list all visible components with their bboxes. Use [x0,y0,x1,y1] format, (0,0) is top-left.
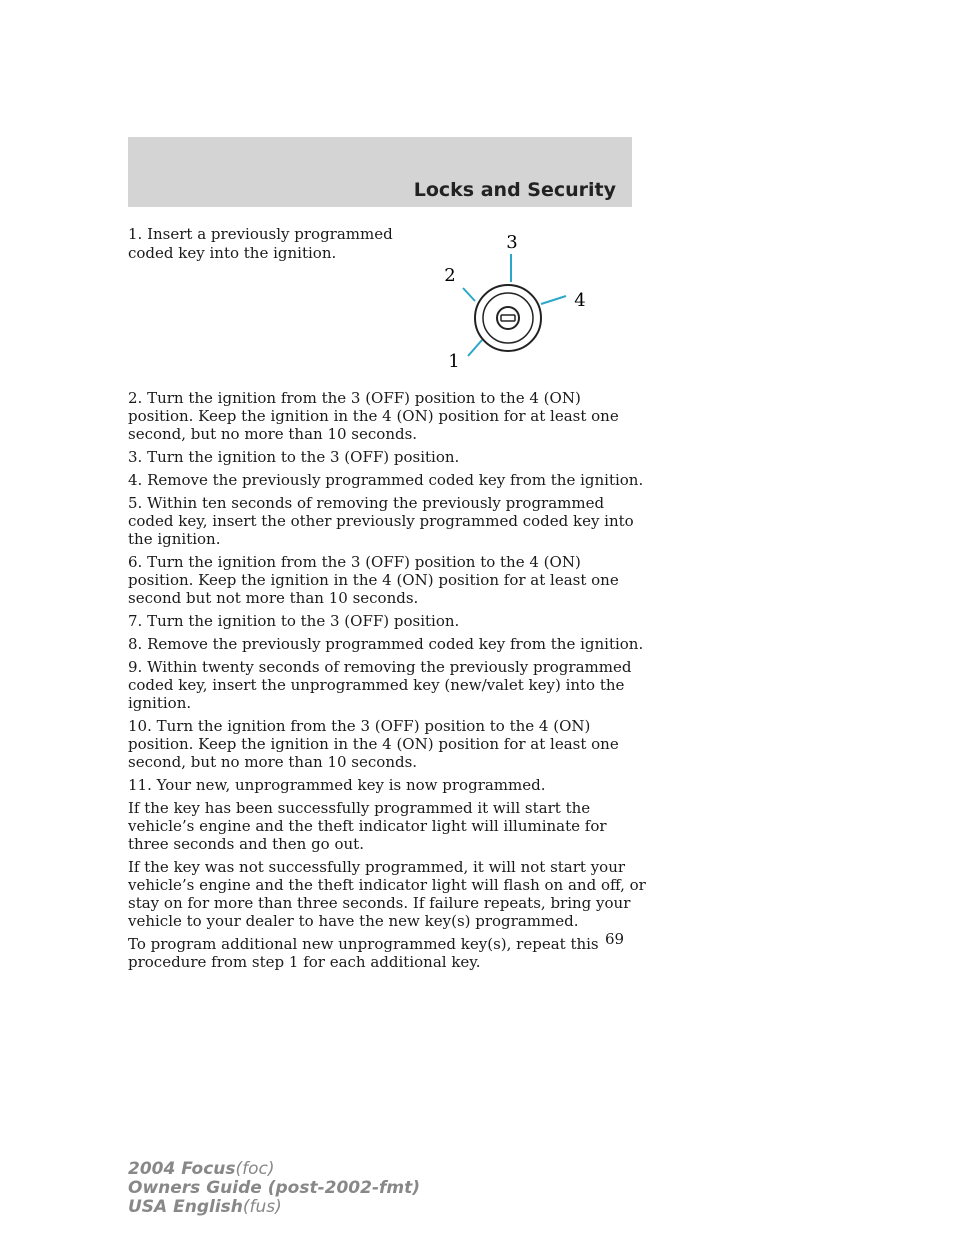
page-number: 69 [605,930,625,948]
position-3-label: 3 [506,232,518,253]
section-title: Locks and Security [413,179,616,201]
footer-model-code: (foc) [235,1159,275,1179]
step-8-text: 8. Remove the previously programmed coded key from the ignition. [128,635,644,653]
position-2-label: 2 [444,265,456,286]
footer-language-code: (fus) [242,1197,282,1217]
step-3-text: 3. Turn the ignition to the 3 (OFF) position. [128,448,460,466]
step-4-text: 4. Remove the previously programmed coded key from the ignition. [128,471,644,489]
footer-guide: Owners Guide (post-2002-fmt) [128,1178,421,1198]
ignition-positions-diagram [428,224,608,374]
failure-paragraph: If the key was not successfully programmed, it will not start your vehicle’s engine and the theft indicator light will flash on and off, or stay on for more than three seconds. If failure repeats, bring your vehicle to your dealer to have the new key(s) programmed. [128,858,646,930]
step-1-text: 1. Insert a previously programmed coded key into the ignition. [128,225,393,262]
footer-model: 2004 Focus [128,1159,236,1179]
step-9-text: 9. Within twenty seconds of removing the previously programmed coded key, insert the unprogrammed key (new/valet key) into the ignition. [128,658,632,712]
step-6-text: 6. Turn the ignition from the 3 (OFF) position to the 4 (ON) position. Keep the ignition in the 4 (ON) position for at least one second but not more than 10 seconds. [128,553,619,607]
additional-keys-paragraph: To program additional new unprogrammed key(s), repeat this procedure from step 1 for each additional key. [128,935,599,971]
section-header-band [128,137,632,207]
key-slot [501,315,515,321]
step-11-text: 11. Your new, unprogrammed key is now programmed. [128,776,546,794]
position-4-line [541,296,566,304]
step-2-text: 2. Turn the ignition from the 3 (OFF) position to the 4 (ON) position. Keep the ignition in the 4 (ON) position for at least one second, but no more than 10 seconds. [128,389,619,443]
position-4-label: 4 [574,290,586,311]
step-7-text: 7. Turn the ignition to the 3 (OFF) position. [128,612,460,630]
success-paragraph: If the key has been successfully programmed it will start the vehicle’s engine and the theft indicator light will illuminate for three seconds and then go out. [128,799,607,853]
position-1-label: 1 [448,351,460,372]
procedure-steps [128,389,648,976]
step-10-text: 10. Turn the ignition from the 3 (OFF) position to the 4 (ON) position. Keep the ignition in the 4 (ON) position for at least one second, but no more than 10 seconds. [128,717,619,771]
position-1-line [468,340,482,356]
position-2-line [463,288,475,301]
footer-language: USA English [128,1197,243,1217]
step-5-text: 5. Within ten seconds of removing the previously programmed coded key, insert the other previously programmed coded key into the ignition. [128,494,634,548]
document-footer [128,1160,420,1217]
